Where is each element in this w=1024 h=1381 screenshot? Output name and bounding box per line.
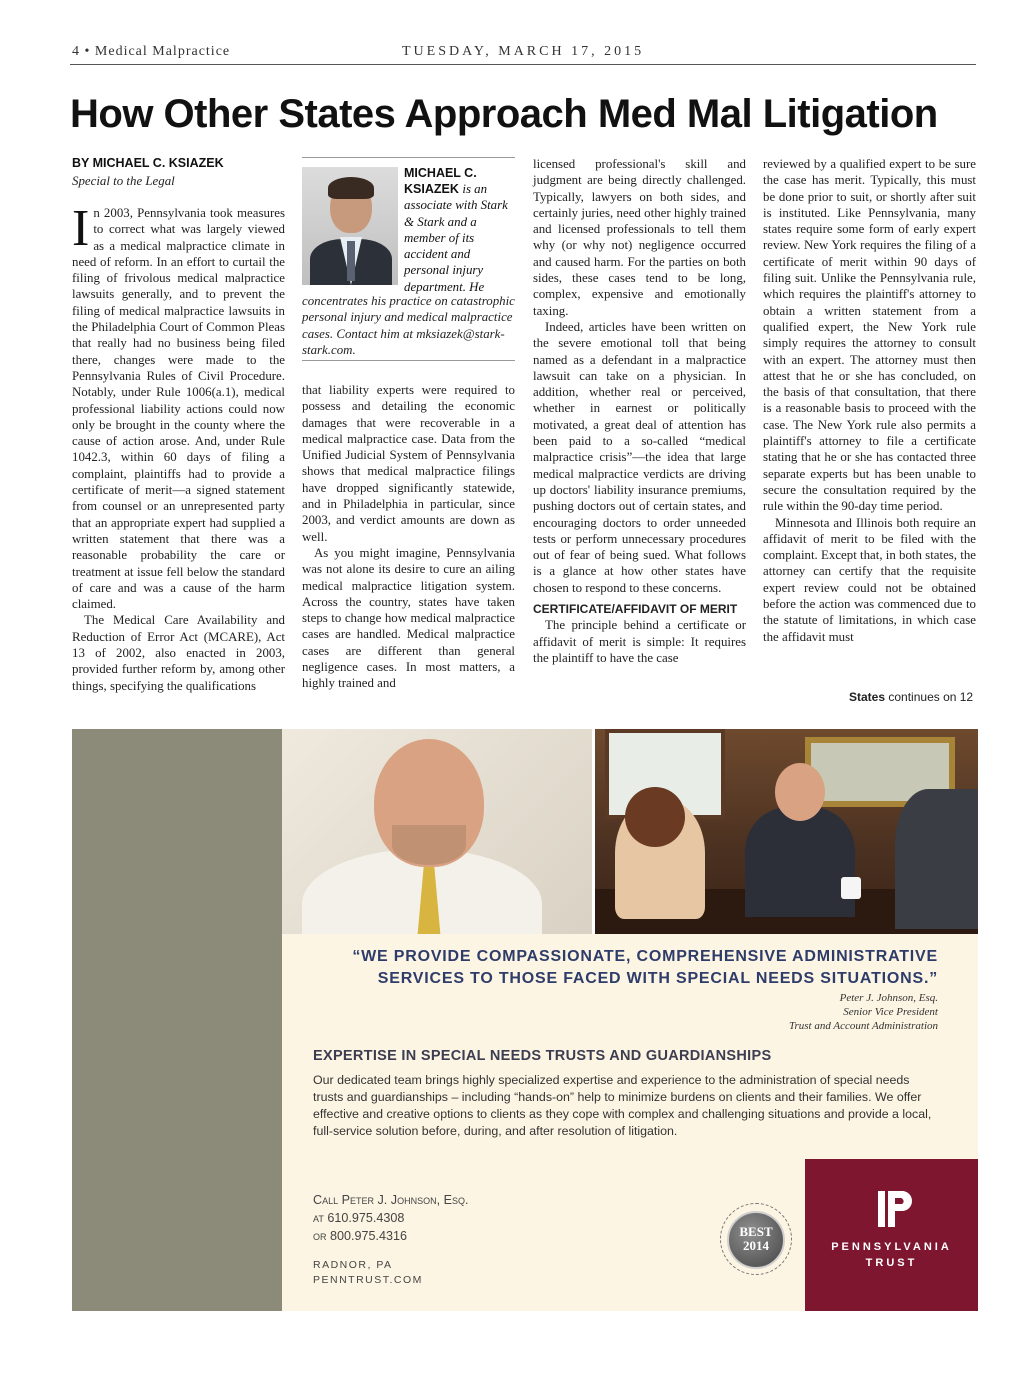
- column-4-paragraph-2: Minnesota and Illinois both require an affidavit of merit to be filed with the complaint. Except that, in both states, the attorney can certify that the requisite expert review could not be obtained before the action was commenced due to the statute of limitations, in which case the affidavit must: [763, 515, 977, 644]
- ad-quote-line-1: “WE PROVIDE COMPASSIONATE, COMPREHENSIVE ADMINISTRATIVE: [352, 948, 938, 965]
- badge-best-text: BEST: [739, 1224, 773, 1239]
- photo-tie: [347, 241, 355, 281]
- ad-website[interactable]: PENNTRUST.COM: [313, 1274, 423, 1286]
- column-1-paragraph-1: [72, 200, 285, 612]
- ad-photo-portrait: [282, 729, 595, 934]
- column-2-paragraph-1: that liability experts were required to possess and detailing the economic damages that were recoverable in a medical malpractice case. Data from the Unified Judicial System of Pennsylvania shows that medical malpractice filings have dropped significantly statewide, and in Philadelphia in particular, since 2003, and verdict amounts are down as well.: [302, 383, 515, 544]
- best-of-badge: [727, 1211, 785, 1269]
- column-2-paragraph-2: As you might imagine, Pennsylvania was not alone its desire to cure an ailing medical malpractice litigation system. Across the country, states have taken steps to change how medical malpractice cases are handled. Medical malpractice cases are different than general negligence cases. In most matters, a highly trained and: [302, 545, 515, 691]
- meeting-mug: [841, 877, 861, 899]
- meeting-man-center: [745, 807, 855, 917]
- ad-attribution-title: Senior Vice President: [843, 1006, 938, 1018]
- article-column-2: [302, 382, 515, 692]
- ad-attribution-name: Peter J. Johnson, Esq.: [839, 992, 938, 1004]
- badge-year-text: 2014: [743, 1238, 769, 1253]
- continuation-text: continues on 12: [888, 690, 974, 704]
- meeting-woman-right: [895, 789, 978, 929]
- pennsylvania-trust-box: [805, 1159, 978, 1311]
- ad-phone-2: or 800.975.4316: [313, 1229, 408, 1243]
- byline-subtitle: Special to the Legal: [72, 174, 175, 188]
- continuation-keyword: States: [849, 690, 886, 704]
- ad-headline: EXPERTISE IN SPECIAL NEEDS TRUSTS AND GUARDIANSHIPS: [313, 1048, 772, 1064]
- article-headline: How Other States Approach Med Mal Litigation: [70, 92, 938, 136]
- page-header-date: TUESDAY, MARCH 17, 2015: [402, 44, 645, 59]
- column-3-paragraph-2: Indeed, articles have been written on the severe emotional toll that being named as a defendant in a malpractice lawsuit can take on a physician. In addition, whether real or perceived, whether in earnest or politically motivated, a great deal of attention has been paid to a so-called “medical malpractice crisis”—the idea that large medical malpractice verdicts are driving up doctors' liability insurance premiums, pushing doctors out of certain states, and encouraging doctors to order unneeded tests or perform unnecessary procedures out of fear of being sued. What follows is a glance at how other states have chosen to respond to these concerns.: [533, 319, 746, 595]
- trust-name-line-1: PENNSYLVANIA: [831, 1241, 952, 1253]
- column-1-paragraph-2: The Medical Care Availability and Reduction of Error Act (MCARE), Act 13 of 2002, also enacted in 2003, provided further reform by, among other things, specifying the qualifications: [72, 613, 285, 693]
- ad-quote: [352, 946, 938, 990]
- article-column-4: [763, 156, 976, 645]
- ad-body: Our dedicated team brings highly specialized expertise and experience to the administration of special needs trusts and guardianships – including “hands-on” help to minimize burdens on clients and their families. We offer effective and creative options to clients as they cope with complex and challenging situations and provide a local, full-service solution before, during, and after resolution of litigation.: [313, 1073, 932, 1138]
- author-bio-text-right: is an associate with Stark & Stark and a member of its accident and personal injury department. He: [404, 182, 508, 294]
- ad-attribution: [632, 991, 938, 1033]
- author-bio-right: [404, 165, 515, 295]
- pennsylvania-trust-logo-icon: [876, 1189, 912, 1229]
- ad-phone-1: at 610.975.4308: [313, 1211, 405, 1225]
- ad-quote-line-2: SERVICES TO THOSE FACED WITH SPECIAL NEEDS SITUATIONS.”: [377, 970, 938, 987]
- column-1-text-1: n 2003, Pennsylvania took measures to correct what was largely viewed as a medical malpractice climate in need of reform. In an effort to curtail the filing of frivolous medical malpractice lawsuits generally, and to prevent the filing of medical malpractice lawsuits in the Philadelphia Court of Common Pleas that really had no business being filed there, changes were made to the Pennsylvania Rules of Civil Procedure. Notably, under Rule 1006(a.1), medical professional liability actions could now only be brought in the county where the cause of action arose. And, under Rule 1042.3, within 60 days of filing a complaint, plaintiffs had to provide a certificate of merit—a signed statement from counsel or an unrepresented party that an appropriate expert had supplied a written statement that there was a reasonable probability the care or treatment at issue fell below the standard of care and was a cause of the harm claimed.: [72, 206, 285, 612]
- dropcap: I: [72, 200, 90, 257]
- author-bio-box: [302, 157, 515, 361]
- trust-name-line-2: TRUST: [865, 1257, 918, 1269]
- article-column-1: [72, 200, 285, 694]
- column-3-subhead: CERTIFICATE/AFFIDAVIT OF MERIT: [533, 602, 738, 617]
- ad-location: [313, 1258, 423, 1288]
- header-rule: [70, 64, 976, 65]
- author-photo: [302, 167, 398, 285]
- advertisement: [72, 729, 978, 1311]
- column-4-paragraph-1: reviewed by a qualified expert to be sure the case has merit. Typically, this must be done prior to suit, or shortly after suit is instituted. Like Pennsylvania, many states require some form of early expert review. New York requires the filing of a certificate of merit within 90 days of filing suit. Unlike the Pennsylvania rule, which requires the plaintiff's attorney to obtain a written statement from a qualified expert, the New York rule simply requires the attorney to consult with an expert. The attorney must then attest that he or she has concluded, on the basis of that consultation, that there is a reasonable basis to proceed with the case. The New York rule also permits a plaintiff's attorney to file a certificate stating that he or she has contacted three separate experts but has been unable to secure the consultation required by the rule within the 90-day time period.: [763, 157, 976, 514]
- meeting-woman-left-hair: [625, 787, 685, 847]
- ad-contact-name: Call Peter J. Johnson, Esq.: [313, 1193, 469, 1207]
- portrait-beard: [392, 825, 466, 865]
- article-column-3: [533, 156, 746, 666]
- ad-side-stripe: [72, 729, 282, 1311]
- author-bio-text-bottom: concentrates his practice on catastrophic personal injury and medical malpractice cases. Contact him at mksiazek@stark-stark.com.: [302, 294, 515, 357]
- page-header-section: 4 • Medical Malpractice: [72, 44, 231, 59]
- photo-hair: [328, 177, 374, 199]
- continuation-line: [849, 690, 973, 704]
- column-3-paragraph-3: The principle behind a certificate or affidavit of merit is simple: It requires the plaintiff to have the case: [533, 618, 746, 665]
- pennsylvania-trust-name: [805, 1239, 978, 1271]
- byline: BY MICHAEL C. KSIAZEK: [72, 156, 224, 170]
- ad-city: RADNOR, PA: [313, 1259, 393, 1271]
- author-bio-name: MICHAEL C. KSIAZEK: [404, 166, 477, 196]
- column-3-paragraph-1: licensed professional's skill and judgment are being directly challenged. Typically, lawyers on both sides, and certainly juries, need other highly trained and licensed professionals to tell them why (or why not) negligence occurred and caused harm. For the parties on both sides, these cases tend to be long, complex, expensive and emotionally taxing.: [533, 157, 746, 318]
- meeting-man-center-head: [775, 763, 825, 821]
- ad-contact: [313, 1191, 469, 1245]
- ad-photo-meeting: [595, 729, 978, 934]
- ad-attribution-dept: Trust and Account Administration: [788, 1020, 938, 1032]
